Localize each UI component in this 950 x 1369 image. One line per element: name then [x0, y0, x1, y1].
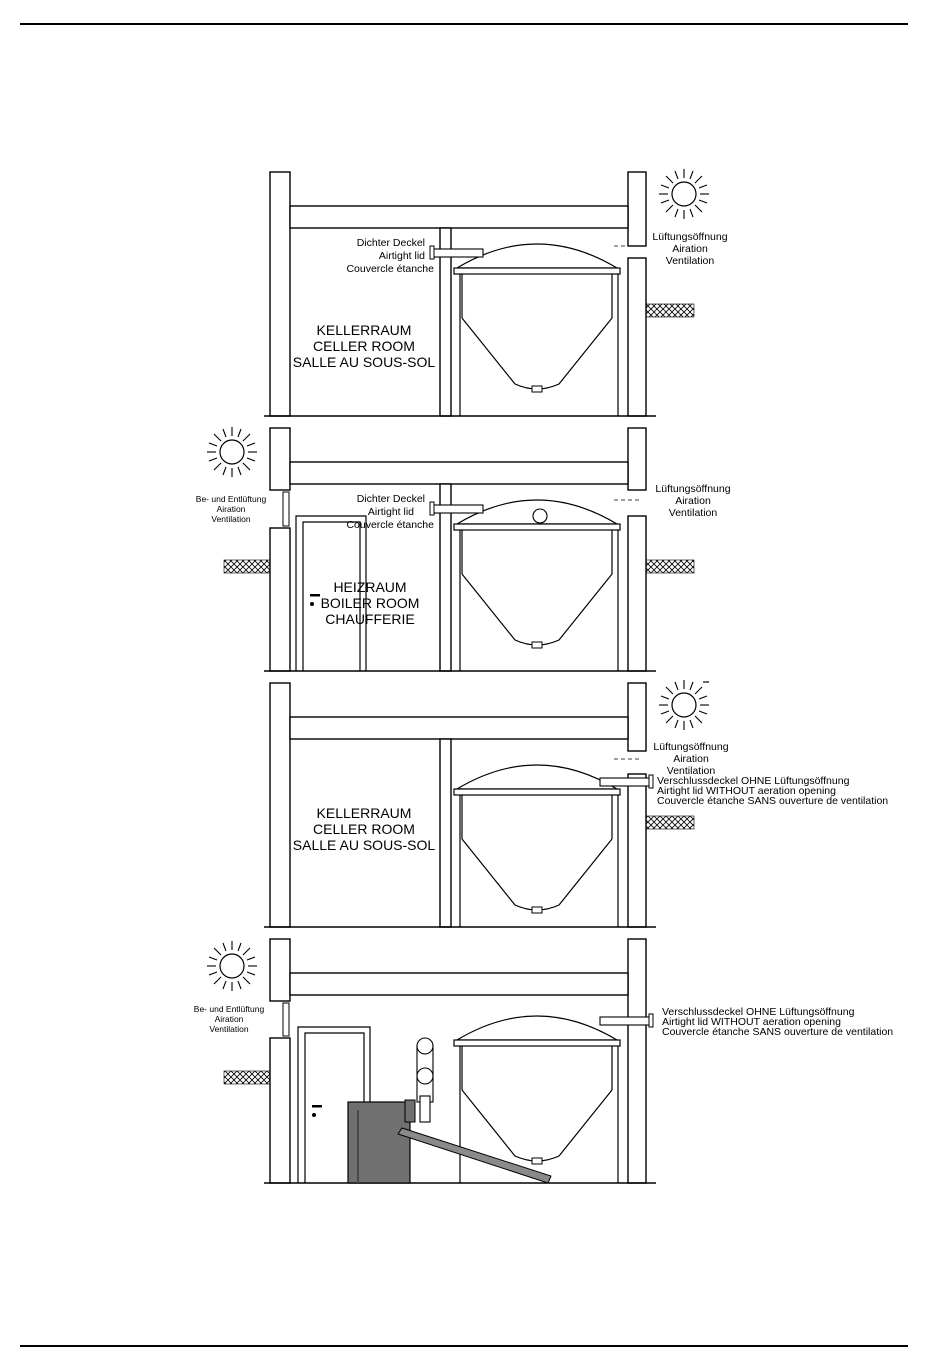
vent-label: Airation: [675, 495, 711, 507]
svg-text:HEIZRAUM: [333, 579, 406, 595]
lid-label: Airtight lid: [367, 506, 414, 518]
vent-label: Lüftungsöffnung: [655, 483, 731, 495]
svg-text:Dichter Deckel: [357, 493, 425, 505]
silo-icon: [454, 244, 620, 392]
vent-label: Lüftungsöffnung: [653, 741, 729, 753]
vent-label: Airation: [672, 243, 708, 255]
sun-icon: [207, 941, 257, 991]
svg-text:Airation: [672, 243, 708, 255]
vent-label: Ventilation: [666, 765, 716, 777]
svg-text:Couvercle étanche SANS ouvertu: [657, 795, 888, 807]
svg-text:Airtight lid: [368, 506, 414, 518]
svg-text:Lüftungsöffnung: [655, 483, 730, 495]
svg-text:Airation: [675, 495, 711, 507]
svg-text:Couvercle étanche: [346, 519, 434, 531]
vent-label: Ventilation: [665, 255, 715, 267]
room-label: CHAUFFERIE: [325, 611, 415, 627]
svg-text:Dichter Deckel: [357, 237, 425, 249]
closure-label: Couvercle étanche SANS ouverture de ventilation: [657, 795, 889, 807]
panel-boiler-room-ventilated: [196, 427, 731, 671]
sun-icon: [659, 169, 709, 219]
sun-icon: [659, 680, 709, 730]
lid-label: Dichter Deckel: [356, 493, 425, 505]
svg-text:Ventilation: [211, 514, 250, 524]
room-label: CELLER ROOM: [313, 338, 415, 354]
room-vent-label: Ventilation: [211, 514, 251, 524]
lid-label: Airtight lid: [378, 250, 425, 262]
panel-cellar-closed-lid: [264, 680, 888, 927]
room-label: KELLERRAUM: [316, 322, 412, 338]
room-vent-label: Airation: [214, 1014, 244, 1024]
room-label: HEIZRAUM: [333, 579, 407, 595]
svg-text:Be- und Entlüftung: [194, 1004, 265, 1014]
vent-label: Airation: [673, 753, 709, 765]
sun-icon: [207, 427, 257, 477]
closure-label: Couvercle étanche SANS ouverture de ventilation: [662, 1026, 894, 1038]
room-vent-label: Airation: [216, 504, 246, 514]
panel-cellar-ventilated: [264, 169, 728, 416]
room-label: SALLE AU SOUS-SOL: [292, 354, 436, 370]
svg-text:Be- und Entlüftung: [196, 494, 267, 504]
closure-label: Verschlussdeckel OHNE Lüftungsöffnung: [657, 775, 850, 787]
svg-text:KELLERRAUM: [317, 805, 412, 821]
svg-text:SALLE AU SOUS-SOL: [293, 354, 436, 370]
svg-text:KELLERRAUM: [317, 322, 412, 338]
svg-text:CELLER ROOM: [313, 821, 415, 837]
svg-text:CHAUFFERIE: [325, 611, 414, 627]
vent-label: Lüftungsöffnung: [652, 231, 728, 243]
svg-text:Couvercle étanche SANS ouvertu: [662, 1026, 893, 1038]
svg-text:BOILER ROOM: [321, 595, 420, 611]
svg-text:Airation: [673, 753, 709, 765]
lid-label: Dichter Deckel: [356, 237, 425, 249]
closure-label: Verschlussdeckel OHNE Lüftungsöffnung: [662, 1006, 855, 1018]
panel-boiler-room-closed-lid: [194, 939, 894, 1183]
room-vent-label: Be- und Entlüftung: [195, 494, 267, 504]
room-vent-label: Ventilation: [209, 1024, 249, 1034]
svg-text:Airation: [217, 504, 246, 514]
vent-label: Ventilation: [668, 507, 718, 519]
room-label: SALLE AU SOUS-SOL: [292, 837, 436, 853]
silo-icon: [454, 1016, 620, 1164]
svg-text:CELLER ROOM: [313, 338, 415, 354]
svg-text:Airtight lid: [379, 250, 425, 262]
svg-text:Couvercle étanche: [346, 263, 434, 275]
svg-text:Lüftungsöffnung: [652, 231, 727, 243]
svg-text:Lüftungsöffnung: [653, 741, 728, 753]
closure-label: Airtight lid WITHOUT aeration opening: [657, 785, 836, 797]
svg-text:SALLE AU SOUS-SOL: [293, 837, 436, 853]
lid-label: Couvercle étanche: [346, 263, 434, 275]
svg-text:Ventilation: [209, 1024, 248, 1034]
room-label: BOILER ROOM: [320, 595, 420, 611]
room-label: KELLERRAUM: [316, 805, 412, 821]
closure-label: Airtight lid WITHOUT aeration opening: [662, 1016, 841, 1028]
room-vent-label: Be- und Entlüftung: [193, 1004, 265, 1014]
silo-icon: [454, 765, 620, 913]
lid-label: Couvercle étanche: [346, 519, 434, 531]
svg-text:Ventilation: [666, 255, 715, 267]
svg-text:Ventilation: [669, 507, 718, 519]
svg-text:Airation: [215, 1014, 244, 1024]
room-label: CELLER ROOM: [313, 821, 415, 837]
